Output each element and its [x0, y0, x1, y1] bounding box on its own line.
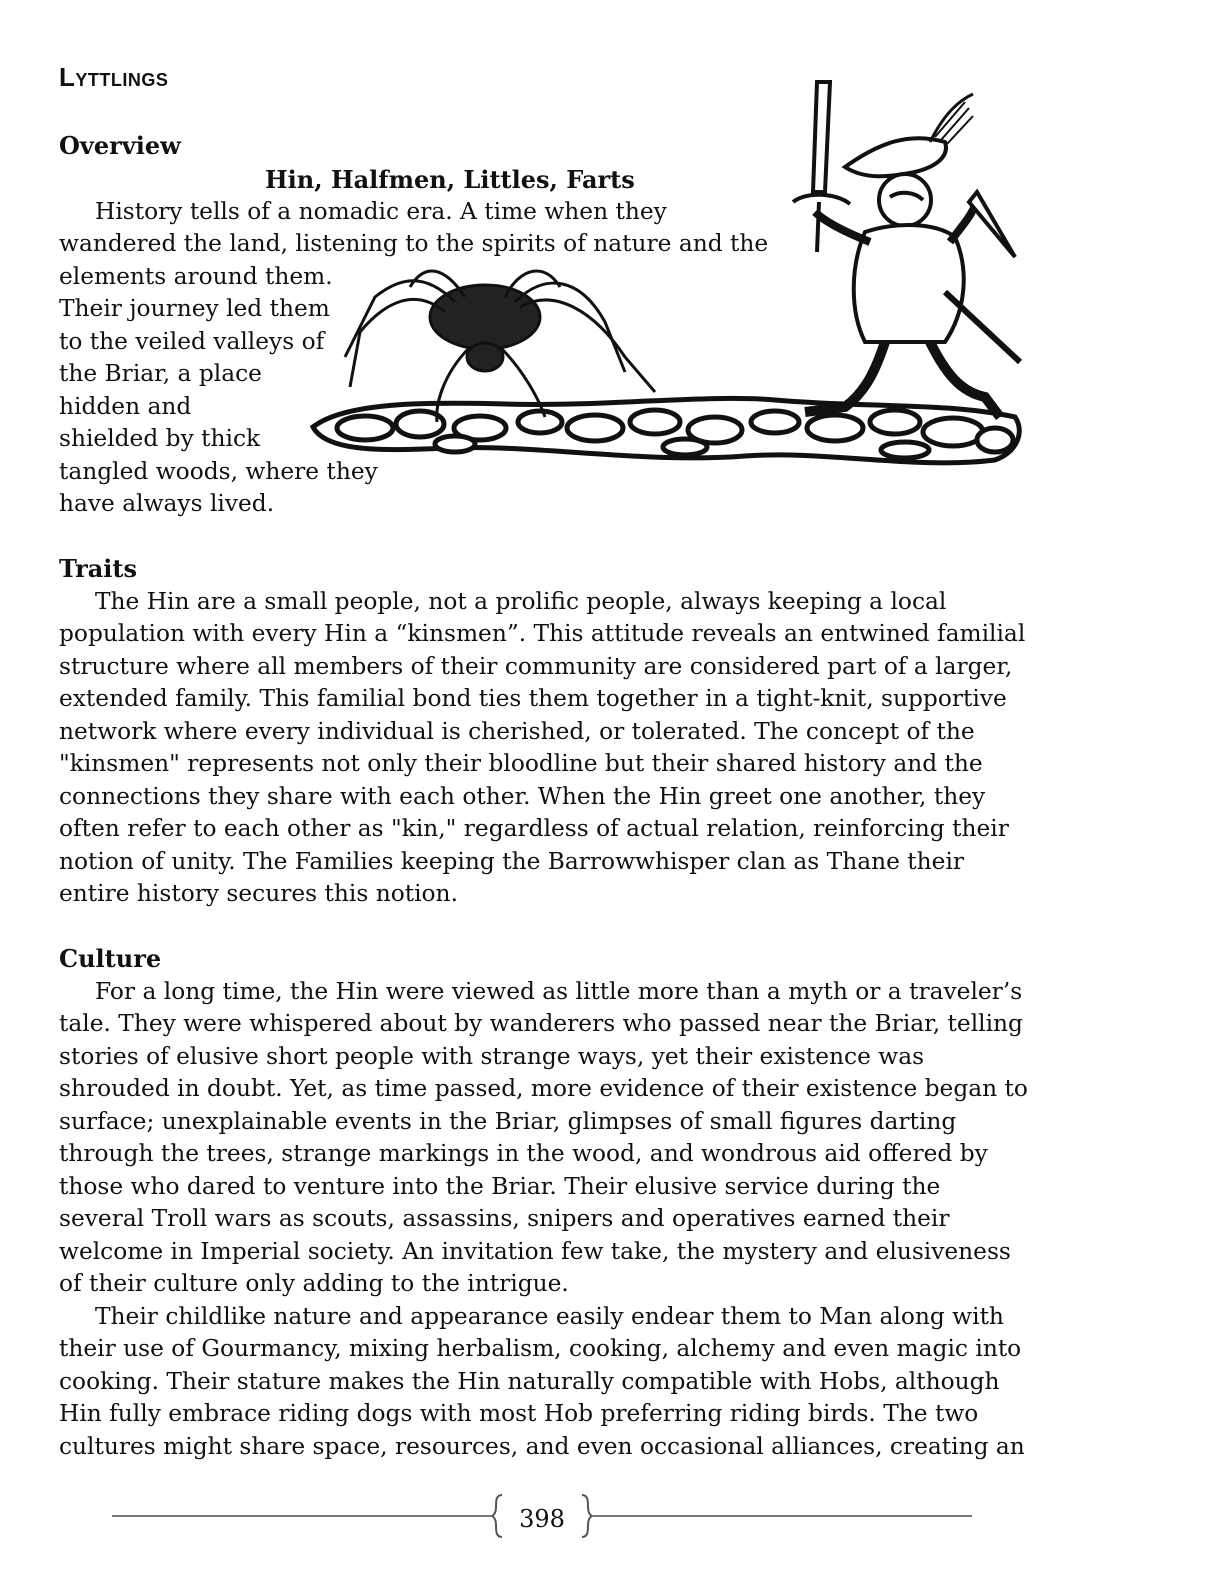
culture-line: those who dared to venture into the Briar. Their elusive service during the — [59, 1173, 941, 1200]
overview-subtitle: Hin, Halfmen, Littles, Farts — [265, 165, 635, 194]
section-heading-traits: Traits — [59, 554, 138, 583]
spider-icon — [345, 271, 655, 422]
culture-line: tale. They were whispered about by wanderers who passed near the Briar, telling — [59, 1010, 1023, 1037]
halfling-icon — [793, 82, 1020, 417]
traits-line: notion of unity. The Families keeping the Barrowwhisper clan as Thane their — [59, 848, 965, 875]
overview-line: the Briar, a place — [59, 360, 262, 387]
culture-line: shrouded in doubt. Yet, as time passed, more evidence of their existence began to — [59, 1075, 1028, 1102]
traits-line: population with every Hin a “kinsmen”. This attitude reveals an entwined familial — [59, 620, 1026, 647]
culture-line: Hin fully embrace riding dogs with most Hob preferring riding birds. The two — [59, 1400, 979, 1427]
halfling-spider-illustration — [305, 72, 1030, 492]
culture-line: of their culture only adding to the intrigue. — [59, 1270, 569, 1297]
culture-line: surface; unexplainable events in the Briar, glimpses of small figures darting — [59, 1108, 957, 1135]
culture-line: cultures might share space, resources, and even occasional alliances, creating an — [59, 1433, 1025, 1460]
traits-line: The Hin are a small people, not a prolific people, always keeping a local — [95, 588, 947, 615]
page-number: 398 — [519, 1505, 565, 1533]
overview-line: Their journey led them — [59, 295, 330, 322]
stone-path-icon — [313, 398, 1019, 462]
traits-line: extended family. This familial bond ties them together in a tight-knit, supportive — [59, 685, 1007, 712]
overview-line: have always lived. — [59, 490, 275, 517]
overview-line: to the veiled valleys of — [59, 328, 325, 355]
traits-line: network where every individual is cherished, or tolerated. The concept of the — [59, 718, 975, 745]
culture-line: welcome in Imperial society. An invitation few take, the mystery and elusiveness — [59, 1238, 1011, 1265]
traits-line: entire history secures this notion. — [59, 880, 458, 907]
traits-line: connections they share with each other. When the Hin greet one another, they — [59, 783, 986, 810]
traits-line: structure where all members of their community are considered part of a larger, — [59, 653, 1013, 680]
overview-line: History tells of a nomadic era. A time when they — [95, 198, 667, 225]
culture-line: through the trees, strange markings in the wood, and wondrous aid offered by — [59, 1140, 988, 1167]
culture-line: For a long time, the Hin were viewed as little more than a myth or a traveler’s — [95, 978, 1023, 1005]
footer-rule-right — [592, 1515, 972, 1517]
traits-line: often refer to each other as "kin," regardless of actual relation, reinforcing their — [59, 815, 1009, 842]
overview-line: hidden and — [59, 393, 192, 420]
traits-line: "kinsmen" represents not only their bloodline but their shared history and the — [59, 750, 983, 777]
chapter-title: Lyttlings — [59, 62, 169, 92]
culture-line: their use of Gourmancy, mixing herbalism, cooking, alchemy and even magic into — [59, 1335, 1022, 1362]
culture-line: stories of elusive short people with strange ways, yet their existence was — [59, 1043, 925, 1070]
footer-rule-left — [112, 1515, 492, 1517]
culture-line: Their childlike nature and appearance easily endear them to Man along with — [95, 1303, 1004, 1330]
culture-line: several Troll wars as scouts, assassins, snipers and operatives earned their — [59, 1205, 950, 1232]
section-heading-overview: Overview — [59, 131, 181, 160]
overview-line: elements around them. — [59, 263, 333, 290]
culture-line: cooking. Their stature makes the Hin naturally compatible with Hobs, although — [59, 1368, 1000, 1395]
overview-line: tangled woods, where they — [59, 458, 378, 485]
overview-line: shielded by thick — [59, 425, 261, 452]
section-heading-culture: Culture — [59, 944, 162, 973]
overview-line: wandered the land, listening to the spirits of nature and the — [59, 230, 769, 257]
